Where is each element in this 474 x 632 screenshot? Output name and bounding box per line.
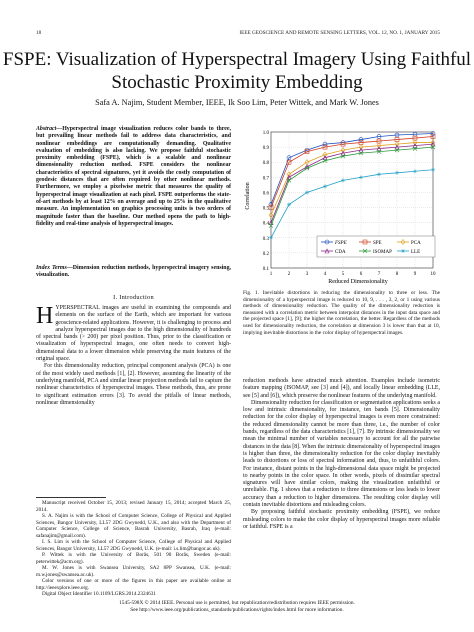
y-tick-label: 0.8 [262, 161, 269, 167]
x-tick-label: 4 [323, 272, 327, 277]
x-tick-label: 7 [377, 272, 381, 277]
data-point [341, 178, 345, 182]
footnote: P. Wittek is with the University of Borås, 501 90 Borås, Sweden (e-mail: peterwittek@acm.org). [36, 552, 231, 565]
copyright-notice [0, 600, 474, 613]
data-point [395, 171, 399, 175]
figure-caption: Fig. 1. Inevitable distortions in reducing the dimensionality to three or less. The dimensionality of a hyperspectral image is reduced to 10, 9, . . . , 3, 2, or 1 using various methods of dimensionality reduction. The quality of the dimensionality reduction is measured with a correlation metric between interpoint distances in the input data space and the projected space [1], [9]; the higher the correlation, the better. Regardless of the methods used for dimensionality reduction, the correlation at dimension 3 is lower than that at 10, implying inevitable distortions in the color display of hyperspectral images. [243, 290, 440, 336]
abstract-label: Abstract [36, 126, 57, 132]
y-tick-label: 0.9 [262, 146, 269, 152]
footnotes [36, 500, 231, 598]
data-point [323, 184, 327, 188]
drop-cap: H [36, 303, 54, 329]
series-line [271, 144, 433, 223]
right-column [243, 378, 440, 531]
legend-label: PCA [411, 241, 421, 246]
footnote-rule [36, 497, 106, 498]
data-point [377, 172, 381, 176]
introduction [36, 305, 231, 407]
footnote: S. A. Najim is with the School of Computer Science, College of Physical and Applied Sciences, Bangor University, LL57 2DG Gwynedd, U.K., and also with the Department of Computer Science, College of Science, Basrah University, Basrah, Iraq (e-mail: safanajim@gmail.com). [36, 513, 231, 539]
index-terms [36, 265, 231, 280]
footnote: Color versions of one or more of the figures in this paper are available online at http://ieeexplore.ieee.org. [36, 578, 231, 591]
legend-label: SPE [373, 241, 382, 246]
data-point [287, 203, 291, 207]
y-tick-label: 0.6 [262, 191, 269, 197]
data-point [431, 168, 435, 172]
y-tick-label: 0.5 [262, 206, 269, 212]
x-tick-label: 8 [395, 272, 399, 277]
x-tick-label: 6 [359, 272, 363, 277]
copyright-line-1: 1545-598X © 2014 IEEE. Personal use is permitted, but republication/redistribution requires IEEE permission. [119, 600, 355, 606]
y-tick-label: 0.3 [262, 236, 269, 242]
y-tick-label: 0.2 [262, 251, 269, 257]
data-point [413, 169, 417, 173]
legend-marker [401, 249, 405, 253]
index-terms-text: —Dimension reduction methods, hyperspectral imagery sensing, visualization. [36, 265, 231, 279]
footnote: I. S. Lim is with the School of Computer Science, College of Physical and Applied Sciences, Bangor University, LL57 2DG Gwynedd, U.K. (e-mail: i.s.lim@bangor.ac.uk). [36, 539, 231, 552]
index-terms-label: Index Terms [36, 265, 67, 271]
chart-series [269, 132, 435, 240]
y-tick-label: 0.4 [262, 221, 269, 227]
right-paragraph-3: By proposing faithful stochastic proximity embedding (FSPE), we reduce misleading colors to make the color display of hyperspectral images more reliable or faithful. FSPE is a [243, 509, 440, 530]
legend-label: ISOMAP [373, 250, 392, 255]
x-tick-label: 1 [269, 272, 273, 277]
journal-header: IEEE GEOSCIENCE AND REMOTE SENSING LETTERS, VOL. 12, NO. 1, JANUARY 2015 [239, 30, 440, 36]
x-tick-label: 3 [305, 272, 309, 277]
right-paragraph-2: Dimensionality reduction for classification or segmentation applications seeks a low and intrinsic dimensionality, for instance, ten bands [5]. Dimensionality reduction for the color display of hyperspectral images is even more constrained: the reduced dimensionality cannot be more than three, i.e., the number of color bands, regardless of the data characteristics [1], [7]. By intrinsic dimensionality we mean the minimal number of variables necessary to account for all the pairwise distances in the data [8]. When the intrinsic dimensionality of hyperspectral images is higher than three, the dimensionality reduction for the color display inevitably leads to distortions or loss of spectral information and, thus, to unfaithful colors. For instance, distant points in the high-dimensional data space might be projected to nearby points in the color space. In other words, pixels of dissimilar spectral signatures will have similar colors, making the visualization unfaithful or unreliable. Fig. 1 shows that a reduction to three dimensions or less leads to lower accuracy than a reduction to higher dimensions. The resulting color display will contain inevitable distortions and misleading colors. [243, 399, 440, 509]
y-tick-label: 0.1 [262, 267, 269, 272]
data-point [305, 190, 309, 194]
x-tick-label: 5 [341, 272, 345, 277]
series-line [271, 170, 433, 238]
y-axis-label: Correlation [245, 182, 251, 210]
x-tick-label: 9 [413, 272, 417, 277]
legend-label: FSPE [335, 241, 347, 246]
correlation-chart [243, 126, 440, 286]
copyright-line-2: See http://www.ieee.org/publications_standards/publications/rights/index.html for more information. [130, 606, 344, 613]
legend-label: CDA [335, 250, 346, 255]
intro-paragraph-1: YPERSPECTRAL images are useful in examining the compounds and elements on the surface of the Earth, which are important for various geoscience-related applications. However, it is challenging to process and analyze hyperspectral images due to the high dimensionality of hundreds of spectral bands (> 200) per pixel position. Thus, prior to the classification or visualization of hyperspectral images, one often needs to convert high-dimensional data to a lower dimension while preserving the main features of the original space. [36, 305, 231, 363]
x-tick-label: 2 [287, 272, 291, 277]
footnote: Digital Object Identifier 10.1109/LGRS.2014.2324631 [42, 591, 156, 597]
x-tick-label: 10 [430, 272, 436, 277]
paper-title: FSPE: Visualization of Hyperspectral Imagery Using Faithful Stochastic Proximity Embedding [2, 49, 472, 93]
intro-paragraph-2: For this dimensionality reduction, principal component analysis (PCA) is one of the most widely used methods [1], [2]. However, assuming the linearity of the underlying manifold, PCA and similar linear projection methods fail to capture the nonlinear characteristics of hyperspectral images. These methods, thus, are prone to significant estimation errors [3]. To avoid the pitfalls of linear methods, nonlinear dimensionality [36, 363, 231, 406]
abstract-text: —Hyperspectral image visualization reduces color bands to three, but prevailing linear methods fail to address data characteristics, and nonlinear embeddings are computationally demanding. Qualitative evaluation of embedding is also lacking. We propose faithful stochastic proximity embedding (FSPE), which is a scalable and nonlinear dimensionality reduction method. FSPE considers the nonlinear characteristics of spectral signatures, yet it avoids the costly computation of geodesic distances that are often required by other nonlinear methods. Furthermore, we employ a pixelwise metric that measures the quality of hyperspectral image visualization at each pixel. FSPE outperforms the state-of-art methods by at least 12% on average and up to 25% in the qualitative measure. An implementation on graphics processing units is two orders of magnitude faster than the baseline. Our method opens the path to high-fidelity and real-time analysis of hyperspectral images. [36, 126, 231, 227]
page-number: 18 [36, 30, 42, 36]
data-point [359, 175, 363, 179]
footnote: Manuscript received October 15, 2013; revised January 15, 2014; accepted March 25, 2014. [36, 500, 231, 513]
section-heading: I. Introduction [113, 294, 154, 301]
y-tick-label: 1.0 [262, 131, 269, 136]
footnote: M. W. Jones is with Swansea University, SA2 8PP Swansea, U.K. (e-mail: m.w.jones@swansea.ac.uk). [36, 565, 231, 578]
y-tick-label: 0.7 [262, 176, 269, 182]
legend-label: LLE [411, 250, 421, 255]
data-point [269, 236, 273, 240]
abstract [36, 126, 231, 228]
right-paragraph-1: reduction methods have attracted much attention. Examples include isometric feature mapping (ISOMAP, see [3] and [4]), and locally linear embedding (LLE, see [5] and [6]), which preserve the nonlinear features of the underlying manifold. [243, 378, 440, 399]
series-line [271, 134, 433, 205]
author-list: Safa A. Najim, Student Member, IEEE, Ik Soo Lim, Peter Wittek, and Mark W. Jones [95, 98, 379, 107]
chart-legend [317, 236, 435, 257]
x-axis-label: Reduced Dimensionality [328, 279, 388, 285]
